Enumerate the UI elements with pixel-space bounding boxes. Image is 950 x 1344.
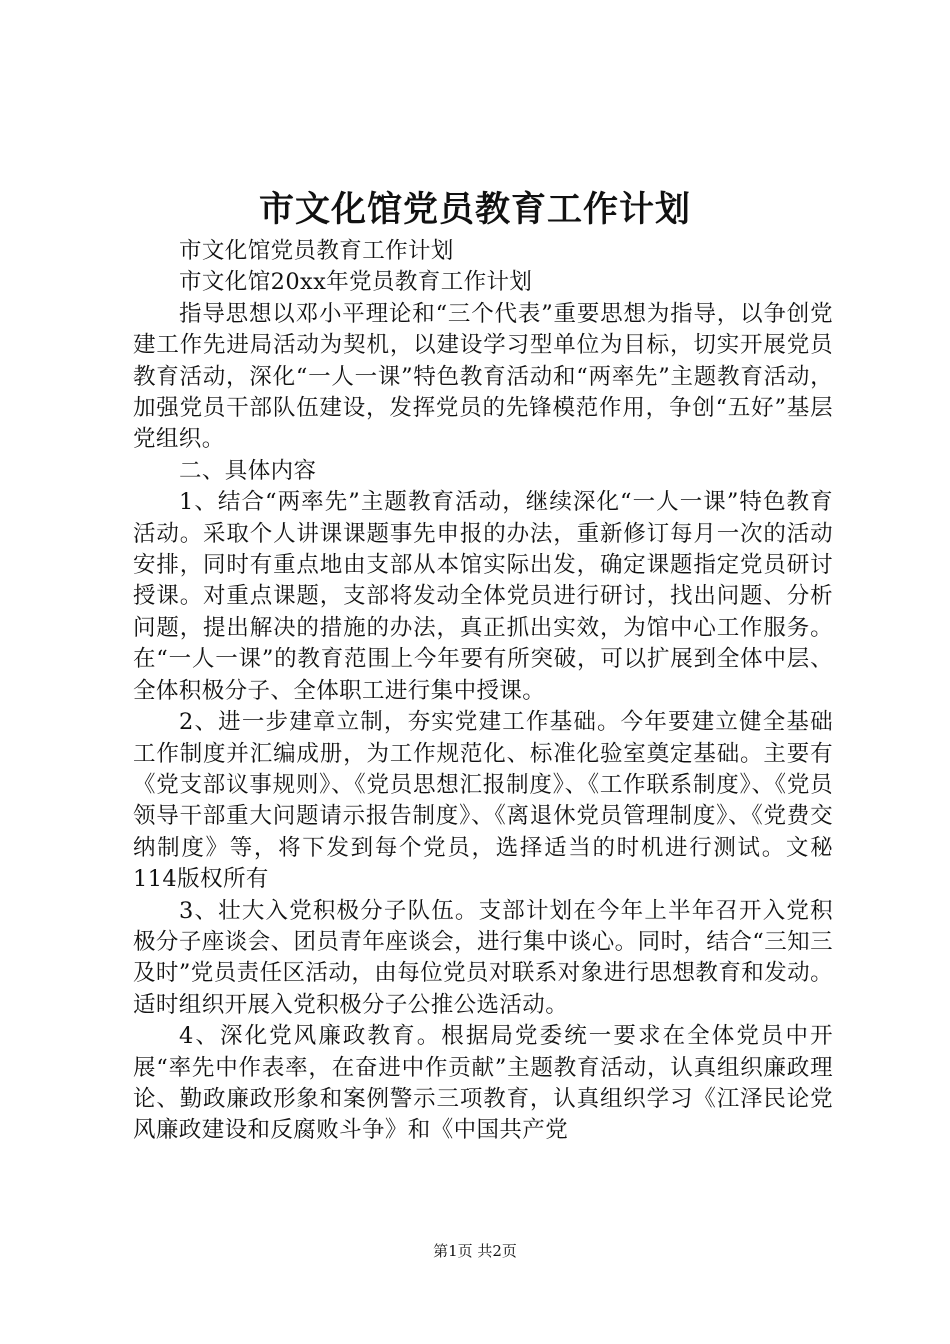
paragraph-item-3: 3、壮大入党积极分子队伍。支部计划在今年上半年召开入党积极分子座谈会、团员青年座谈会，进行集中谈心。同时，结合“三知三及时”党员责任区活动，由每位党员对联系对象进行思想教育和发动。适时组织开展入党积极分子公推公选活动。 [133,897,833,1018]
paragraph-guiding-thought: 指导思想以邓小平理论和“三个代表”重要思想为指导，以争创党建工作先进局活动为契机，以建设学习型单位为目标，切实开展党员教育活动，深化“一人一课”特色教育活动和“两率先”主题教育活动，加强党员干部队伍建设，发挥党员的先锋模范作用，争创“五好”基层党组织。 [133,300,833,453]
document-body [133,236,833,1147]
section-heading-content: 二、具体内容 [179,457,317,484]
paragraph-item-1: 1、结合“两率先”主题教育活动，继续深化“一人一课”特色教育活动。采取个人讲课课题事先申报的办法，重新修订每月一次的活动安排，同时有重点地由支部从本馆实际出发，确定课题指定党员研讨授课。对重点课题，支部将发动全体党员进行研讨，找出问题、分析问题，提出解决的措施的办法，真正抓出实效，为馆中心工作服务。在“一人一课”的教育范围上今年要有所突破，可以扩展到全体中层、全体积极分子、全体职工进行集中授课。 [133,489,833,704]
document-title: 市文化馆党员教育工作计划 [258,189,691,230]
page-footer: 第1页 共2页 [433,1242,517,1260]
paragraph-item-2: 2、进一步建章立制，夯实党建工作基础。今年要建立健全基础工作制度并汇编成册，为工作规范化、标准化验室奠定基础。主要有《党支部议事规则》、《党员思想汇报制度》、《工作联系制度》、《党员领导干部重大问题请示报告制度》、《离退休党员管理制度》、《党费交纳制度》等，将下发到每个党员，选择适当的时机进行测试。文秘114版权所有 [133,709,833,893]
paragraph-plan-title: 市文化馆20xx年党员教育工作计划 [179,269,533,296]
paragraph-item-4: 4、深化党风廉政教育。根据局党委统一要求在全体党员中开展“率先中作表率，在奋进中作贡献”主题教育活动，认真组织廉政理论、勤政廉政形象和案例警示三项教育，认真组织学习《江泽民论党风廉政建设和反腐败斗争》和《中国共产党 [133,1023,833,1144]
paragraph-subtitle: 市文化馆党员教育工作计划 [179,238,454,264]
